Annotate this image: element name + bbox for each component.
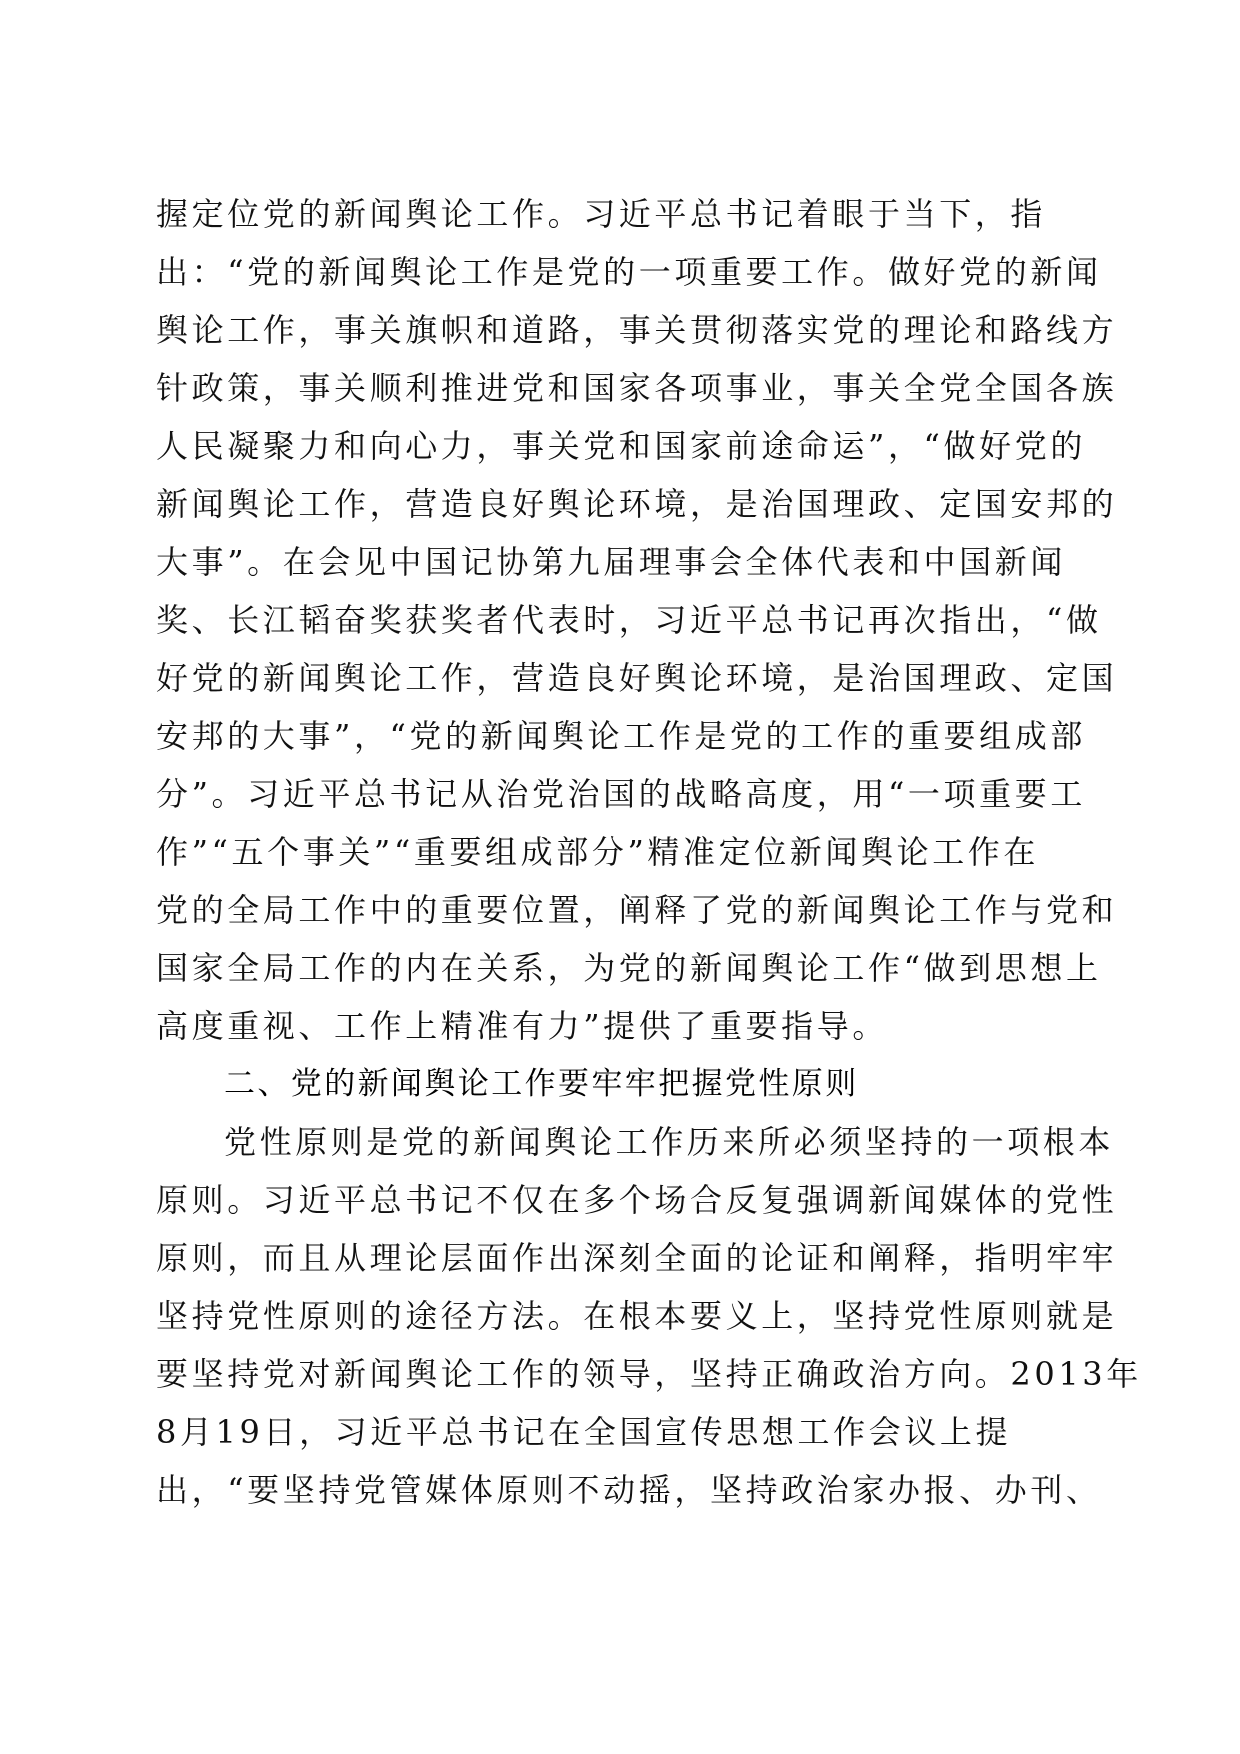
body-text-line: 国家全局工作的内在关系，为党的新闻舆论工作“做到思想上	[156, 949, 1102, 987]
body-text-line: 针政策，事关顺利推进党和国家各项事业，事关全党全国各族	[156, 369, 1118, 407]
body-text-line: 8月19日，习近平总书记在全国宣传思想工作会议上提	[156, 1413, 1012, 1451]
body-text-line: 安邦的大事”，“党的新闻舆论工作是党的工作的重要组成部	[156, 717, 1086, 755]
body-text-line: 原则，而且从理论层面作出深刻全面的论证和阐释，指明牢牢	[156, 1239, 1118, 1277]
body-text-line: 舆论工作，事关旗帜和道路，事关贯彻落实党的理论和路线方	[156, 311, 1118, 349]
body-text-line: 分”。习近平总书记从治党治国的战略高度，用“一项重要工	[156, 775, 1086, 813]
body-text-line: 奖、长江韬奋奖获奖者代表时，习近平总书记再次指出，“做	[156, 601, 1102, 639]
body-text-line: 出：“党的新闻舆论工作是党的一项重要工作。做好党的新闻	[156, 253, 1102, 291]
body-text-line: 原则。习近平总书记不仅在多个场合反复强调新闻媒体的党性	[156, 1181, 1118, 1219]
body-text-line: 出，“要坚持党管媒体原则不动摇，坚持政治家办报、办刊、	[156, 1471, 1102, 1509]
body-text-line: 党的全局工作中的重要位置，阐释了党的新闻舆论工作与党和	[156, 891, 1118, 929]
section-heading: 二、党的新闻舆论工作要牢牢把握党性原则	[224, 1066, 859, 1102]
body-text-line: 大事”。在会见中国记协第九届理事会全体代表和中国新闻	[156, 543, 1066, 581]
body-text-line: 人民凝聚力和向心力，事关党和国家前途命运”，“做好党的	[156, 427, 1086, 465]
body-text-line: 作”“五个事关”“重要组成部分”精准定位新闻舆论工作在	[156, 833, 1039, 871]
body-text-line: 新闻舆论工作，营造良好舆论环境，是治国理政、定国安邦的	[156, 485, 1118, 523]
body-text-line: 要坚持党对新闻舆论工作的领导，坚持正确政治方向。2013年	[156, 1355, 1142, 1393]
body-text-line: 坚持党性原则的途径方法。在根本要义上，坚持党性原则就是	[156, 1297, 1118, 1335]
body-text-line: 高度重视、工作上精准有力”提供了重要指导。	[156, 1007, 888, 1045]
body-text-line: 握定位党的新闻舆论工作。习近平总书记着眼于当下，指	[156, 195, 1047, 233]
body-text-line: 好党的新闻舆论工作，营造良好舆论环境，是治国理政、定国	[156, 659, 1118, 697]
body-text-line: 党性原则是党的新闻舆论工作历来所必须坚持的一项根本	[224, 1123, 1115, 1161]
